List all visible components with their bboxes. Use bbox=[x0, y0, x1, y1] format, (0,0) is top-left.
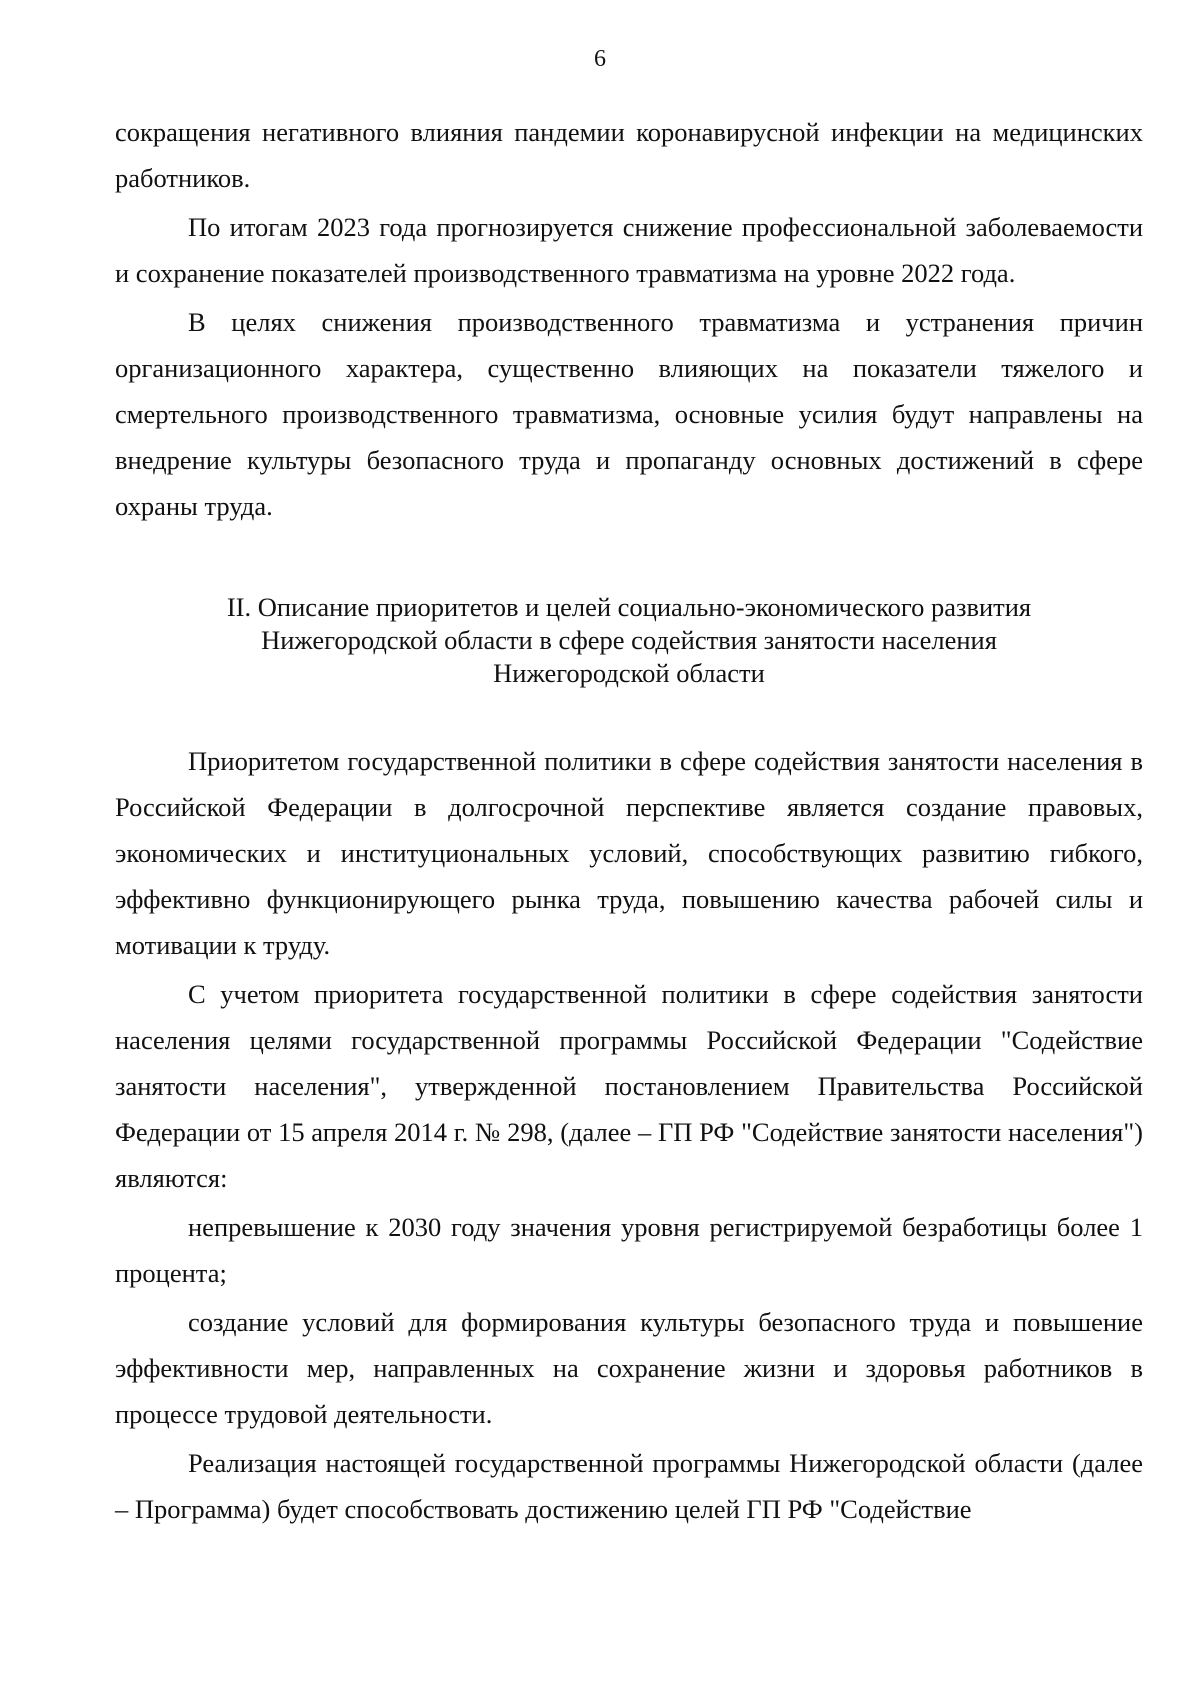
section-heading-line: Нижегородской области bbox=[493, 658, 765, 688]
paragraph-priority: Приоритетом государственной политики в сфере содействия занятости населения в Российской Федерации в долгосрочной перспективе является создание правовых, экономических и институциональных условий, способствующих развитию гибкого, эффективно функционирующего рынка труда, повышению качества рабочей силы и мотивации к труду. bbox=[115, 746, 1143, 960]
page-number: 6 bbox=[594, 46, 606, 72]
paragraph-injury-reduction: В целях снижения производственного травматизма и устранения причин организационного характера, существенно влияющих на показатели тяжелого и смертельного производственного травматизма, основные усилия будут направлены на внедрение культуры безопасного труда и пропаганду основных достижений в сфере охраны труда. bbox=[115, 307, 1143, 521]
section-heading-line: II. Описание приоритетов и целей социально-экономического развития bbox=[226, 592, 1032, 622]
paragraph-program-implementation: Реализация настоящей государственной программы Нижегородской области (далее – Программа) будет способствовать достижению целей ГП РФ "Содействие bbox=[115, 1448, 1143, 1524]
paragraph-forecast: По итогам 2023 года прогнозируется снижение профессиональной заболеваемости и сохранение показателей производственного травматизма на уровне 2022 года. bbox=[115, 212, 1143, 288]
document-body bbox=[115, 109, 1143, 1535]
section-heading bbox=[115, 591, 1143, 690]
paragraph-goal-unemployment: непревышение к 2030 году значения уровня регистрируемой безработицы более 1 процента; bbox=[115, 1212, 1143, 1288]
section-heading-line: Нижегородской области в сфере содействия занятости населения bbox=[261, 625, 997, 655]
paragraph-goal-safety: создание условий для формирования культуры безопасного труда и повышение эффективности мер, направленных на сохранение жизни и здоровья работников в процессе трудовой деятельности. bbox=[115, 1307, 1143, 1429]
paragraph-goals-intro: С учетом приоритета государственной политики в сфере содействия занятости населения целями государственной программы Российской Федерации "Содействие занятости населения", утвержденной постановлением Правительства Российской Федерации от 15 апреля 2014 г. № 298, (далее – ГП РФ "Содействие занятости населения") являются: bbox=[115, 979, 1143, 1193]
paragraph-continuation: сокращения негативного влияния пандемии коронавирусной инфекции на медицинских работников. bbox=[115, 117, 1143, 193]
